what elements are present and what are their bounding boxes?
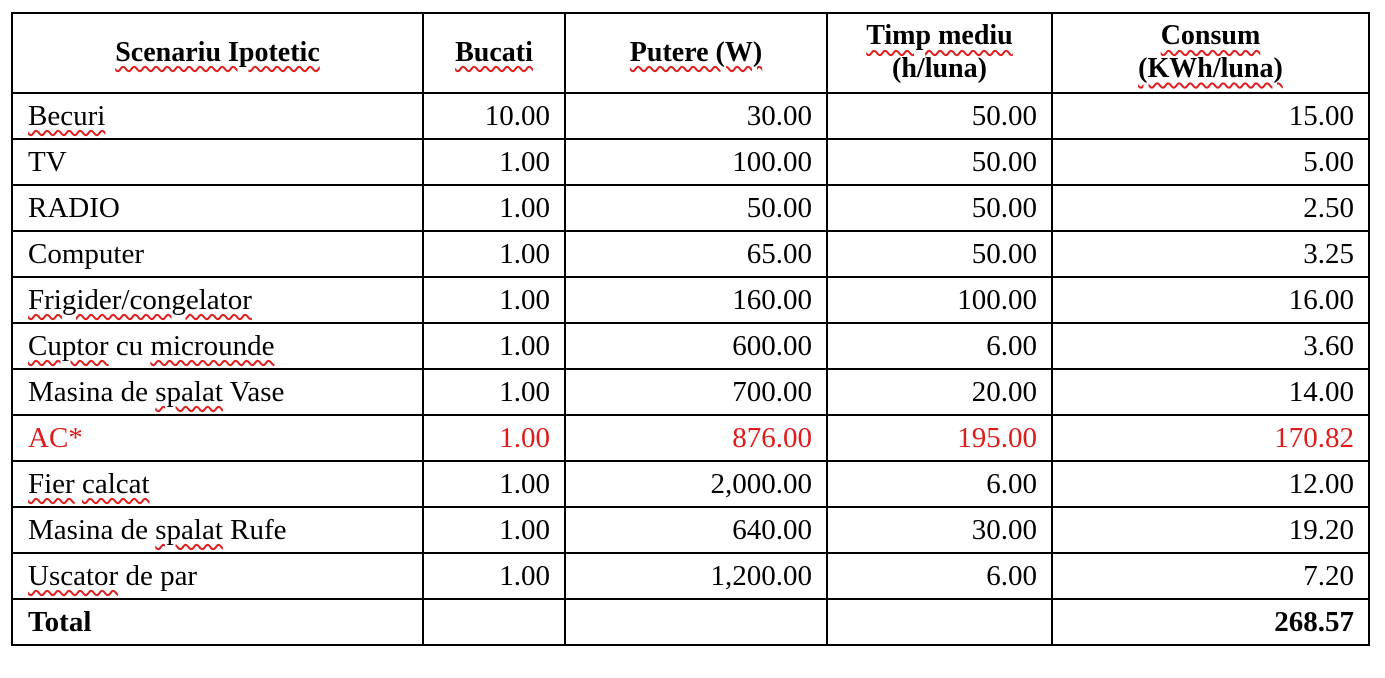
cell-power: 100.00 [565, 139, 827, 185]
cell-name: Computer [12, 231, 423, 277]
cell-name: Fier calcat [12, 461, 423, 507]
cell-pieces: 1.00 [423, 185, 565, 231]
cell-name: AC* [12, 415, 423, 461]
cell-power: 876.00 [565, 415, 827, 461]
table-row [12, 185, 1369, 231]
cell-time: 6.00 [827, 461, 1052, 507]
cell-time: 50.00 [827, 139, 1052, 185]
table-total-row [12, 599, 1369, 645]
cell-power: 1,200.00 [565, 553, 827, 599]
cell-consumption: 3.25 [1052, 231, 1369, 277]
table-row [12, 369, 1369, 415]
header-consumption [1052, 13, 1369, 93]
table-row [12, 461, 1369, 507]
cell-pieces: 1.00 [423, 277, 565, 323]
cell-pieces: 1.00 [423, 369, 565, 415]
cell-name: Uscator de par [12, 553, 423, 599]
table-row [12, 323, 1369, 369]
cell-time: 30.00 [827, 507, 1052, 553]
total-power [565, 599, 827, 645]
cell-pieces: 10.00 [423, 93, 565, 139]
header-consumption-line1: Consum [1160, 20, 1261, 52]
cell-time: 195.00 [827, 415, 1052, 461]
table-row [12, 415, 1369, 461]
cell-power: 2,000.00 [565, 461, 827, 507]
cell-time: 6.00 [827, 323, 1052, 369]
table-header-row [12, 13, 1369, 93]
header-time-line1: Timp mediu [866, 20, 1013, 52]
cell-consumption: 3.60 [1052, 323, 1369, 369]
cell-name: TV [12, 139, 423, 185]
table-row [12, 93, 1369, 139]
cell-power: 640.00 [565, 507, 827, 553]
cell-consumption: 7.20 [1052, 553, 1369, 599]
cell-consumption: 12.00 [1052, 461, 1369, 507]
cell-time: 50.00 [827, 93, 1052, 139]
cell-name: Becuri [12, 93, 423, 139]
cell-pieces: 1.00 [423, 461, 565, 507]
cell-pieces: 1.00 [423, 231, 565, 277]
cell-name: Cuptor cu microunde [12, 323, 423, 369]
total-label: Total [12, 599, 423, 645]
cell-power: 600.00 [565, 323, 827, 369]
cell-consumption: 15.00 [1052, 93, 1369, 139]
header-pieces: Bucati [423, 13, 565, 93]
cell-name: Frigider/congelator [12, 277, 423, 323]
cell-consumption: 14.00 [1052, 369, 1369, 415]
header-time [827, 13, 1052, 93]
cell-name: RADIO [12, 185, 423, 231]
table-row [12, 277, 1369, 323]
cell-consumption: 19.20 [1052, 507, 1369, 553]
cell-power: 50.00 [565, 185, 827, 231]
header-scenario: Scenariu Ipotetic [12, 13, 423, 93]
cell-power: 700.00 [565, 369, 827, 415]
cell-pieces: 1.00 [423, 139, 565, 185]
header-consumption-line2: (KWh/luna) [1138, 53, 1283, 84]
cell-time: 50.00 [827, 231, 1052, 277]
header-time-line2: (h/luna) [892, 53, 987, 84]
cell-time: 20.00 [827, 369, 1052, 415]
cell-pieces: 1.00 [423, 507, 565, 553]
cell-power: 65.00 [565, 231, 827, 277]
table-row [12, 507, 1369, 553]
cell-consumption: 170.82 [1052, 415, 1369, 461]
total-consumption: 268.57 [1052, 599, 1369, 645]
table-row [12, 139, 1369, 185]
cell-consumption: 2.50 [1052, 185, 1369, 231]
total-time [827, 599, 1052, 645]
cell-pieces: 1.00 [423, 553, 565, 599]
cell-power: 160.00 [565, 277, 827, 323]
cell-time: 6.00 [827, 553, 1052, 599]
cell-consumption: 16.00 [1052, 277, 1369, 323]
cell-name: Masina de spalat Rufe [12, 507, 423, 553]
table-row [12, 231, 1369, 277]
cell-time: 50.00 [827, 185, 1052, 231]
cell-pieces: 1.00 [423, 415, 565, 461]
energy-consumption-table [11, 12, 1370, 646]
table-row [12, 553, 1369, 599]
total-pieces [423, 599, 565, 645]
header-power: Putere (W) [565, 13, 827, 93]
cell-time: 100.00 [827, 277, 1052, 323]
cell-name: Masina de spalat Vase [12, 369, 423, 415]
cell-pieces: 1.00 [423, 323, 565, 369]
cell-power: 30.00 [565, 93, 827, 139]
cell-consumption: 5.00 [1052, 139, 1369, 185]
